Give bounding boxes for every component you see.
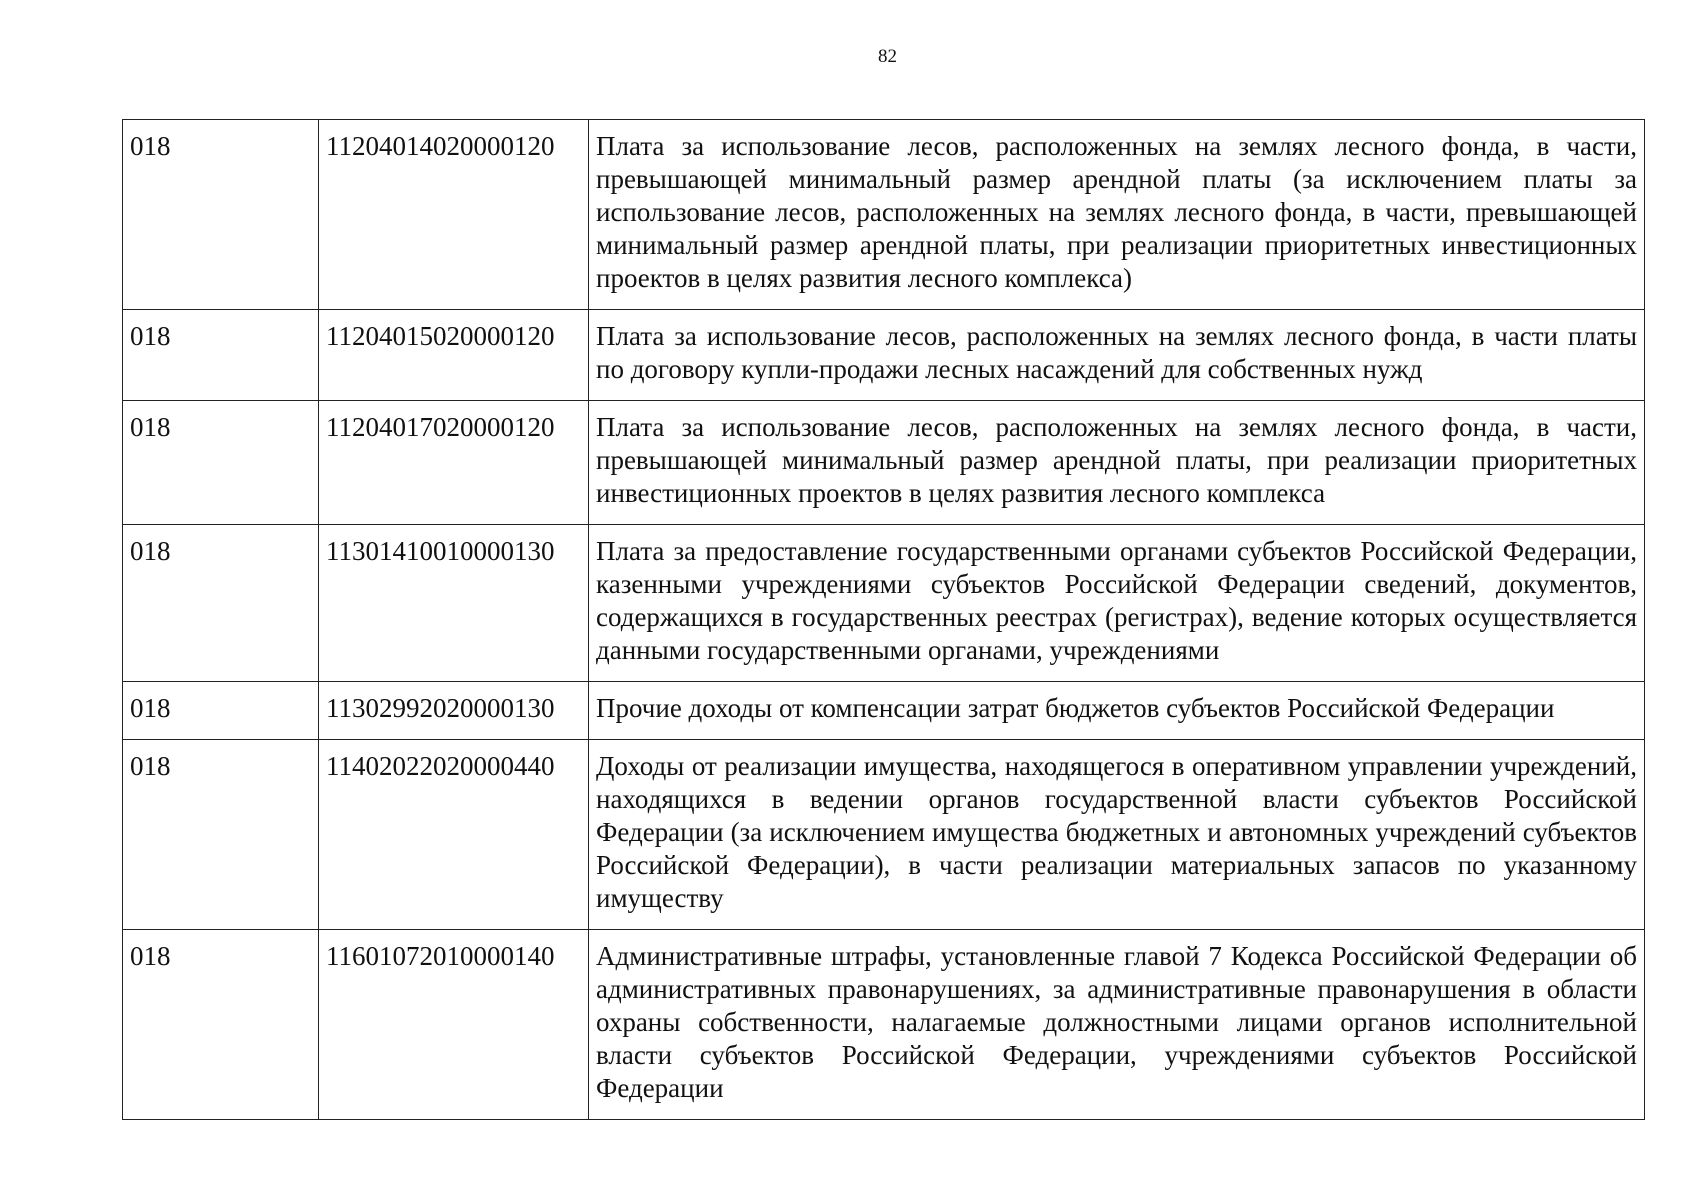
- budget-code-cell: 11302992020000130: [319, 682, 589, 740]
- budget-code-cell: 11204015020000120: [319, 310, 589, 401]
- description-cell: Прочие доходы от компенсации затрат бюджетов субъектов Российской Федерации: [589, 682, 1645, 740]
- admin-code-cell: 018: [123, 120, 319, 310]
- budget-code-cell: 11402022020000440: [319, 740, 589, 930]
- table-row: [123, 740, 1645, 930]
- table-row: [123, 120, 1645, 310]
- budget-code-cell: 11204017020000120: [319, 401, 589, 525]
- budget-codes-table: [122, 119, 1645, 1120]
- admin-code-cell: 018: [123, 310, 319, 401]
- description-cell: Плата за использование лесов, расположенных на землях лесного фонда, в части, превышающей минимальный размер арендной платы (за исключением платы за использование лесов, расположенных на землях лесного фонда, в части, превышающей минимальный размер арендной платы, при реализации приоритетных инвестиционных проектов в целях развития лесного комплекса): [589, 120, 1645, 310]
- table-row: [123, 310, 1645, 401]
- budget-code-cell: 11301410010000130: [319, 525, 589, 682]
- admin-code-cell: 018: [123, 525, 319, 682]
- table-row: [123, 682, 1645, 740]
- budget-code-cell: 11601072010000140: [319, 930, 589, 1120]
- table-row: [123, 401, 1645, 525]
- description-cell: Доходы от реализации имущества, находящегося в оперативном управлении учреждений, находящихся в ведении органов государственной власти субъектов Российской Федерации (за исключением имущества бюджетных и автономных учреждений субъектов Российской Федерации), в части реализации материальных запасов по указанному имуществу: [589, 740, 1645, 930]
- admin-code-cell: 018: [123, 401, 319, 525]
- budget-code-cell: 11204014020000120: [319, 120, 589, 310]
- page-number: 82: [878, 46, 897, 67]
- table-row: [123, 930, 1645, 1120]
- description-cell: Административные штрафы, установленные главой 7 Кодекса Российской Федерации об административных правонарушениях, за административные правонарушения в области охраны собственности, налагаемые должностными лицами органов исполнительной власти субъектов Российской Федерации, учреждениями субъектов Российской Федерации: [589, 930, 1645, 1120]
- table-row: [123, 525, 1645, 682]
- description-cell: Плата за предоставление государственными органами субъектов Российской Федерации, казенными учреждениями субъектов Российской Федерации сведений, документов, содержащихся в государственных реестрах (регистрах), ведение которых осуществляется данными государственными органами, учреждениями: [589, 525, 1645, 682]
- description-cell: Плата за использование лесов, расположенных на землях лесного фонда, в части, превышающей минимальный размер арендной платы, при реализации приоритетных инвестиционных проектов в целях развития лесного комплекса: [589, 401, 1645, 525]
- admin-code-cell: 018: [123, 930, 319, 1120]
- admin-code-cell: 018: [123, 740, 319, 930]
- admin-code-cell: 018: [123, 682, 319, 740]
- description-cell: Плата за использование лесов, расположенных на землях лесного фонда, в части платы по договору купли-продажи лесных насаждений для собственных нужд: [589, 310, 1645, 401]
